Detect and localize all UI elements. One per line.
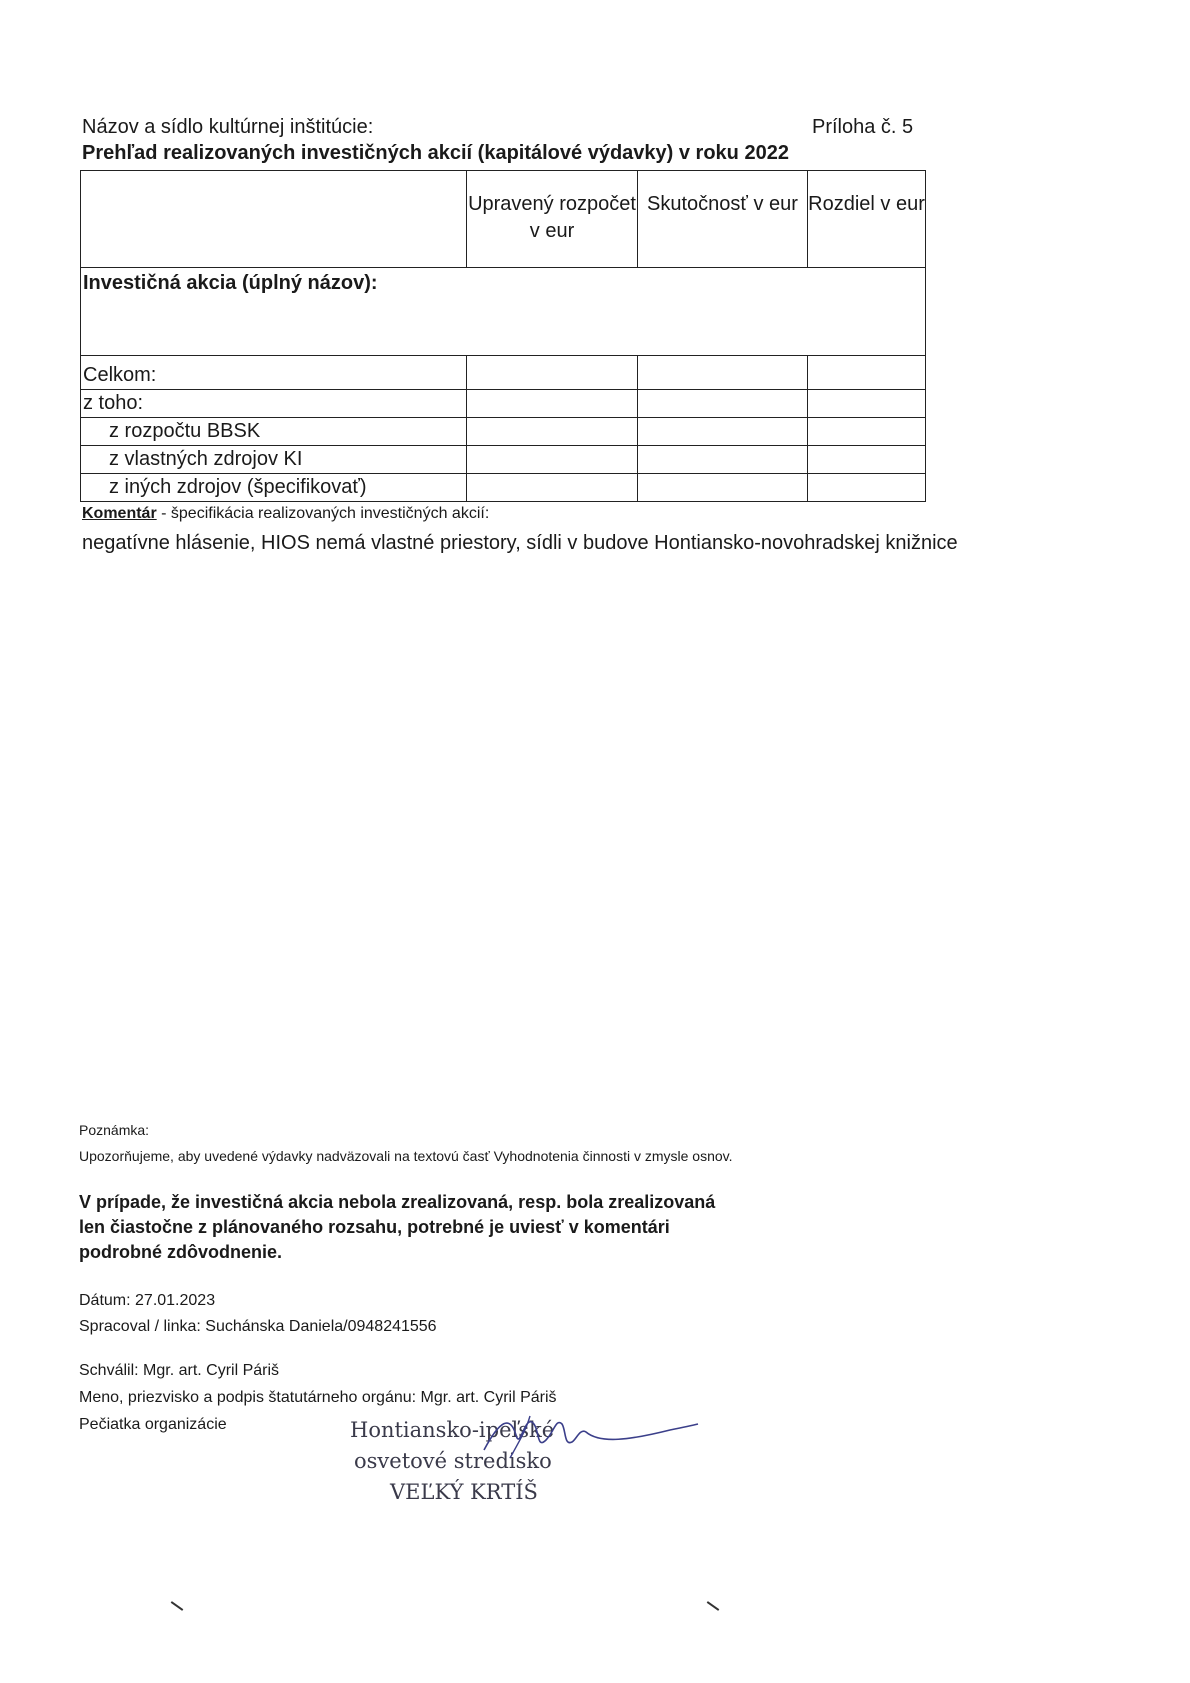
note-warning-line-2: len čiastočne z plánovaného rozsahu, potrebné je uviesť v komentári <box>79 1217 670 1237</box>
signatory-line: Meno, priezvisko a podpis štatutárneho orgánu: Mgr. art. Cyril Páriš <box>79 1389 557 1406</box>
row-label-own-sources: z vlastných zdrojov KI <box>81 446 467 474</box>
stamp-label: Pečiatka organizácie <box>79 1416 227 1433</box>
note-warning-line-1: V prípade, že investičná akcia nebola zrealizovaná, resp. bola zrealizovaná <box>79 1192 716 1212</box>
comment-text: negatívne hlásenie, HIOS nemá vlastné priestory, sídli v budove Hontiansko-novohradskej knižnice <box>82 532 958 554</box>
row-label-bbsk: z rozpočtu BBSK <box>81 418 467 446</box>
comment-heading <box>82 505 489 523</box>
cell-actual-other <box>638 474 808 502</box>
signature-image <box>480 1410 700 1470</box>
investment-table <box>80 170 926 502</box>
cell-diff-own <box>808 446 926 474</box>
cell-diff-of-which <box>808 390 926 418</box>
scan-mark <box>707 1601 720 1611</box>
cell-actual-own <box>638 446 808 474</box>
table-row <box>81 474 926 502</box>
scan-mark <box>171 1601 184 1611</box>
col-budget-header: Upravený rozpočet v eur <box>467 171 638 268</box>
cell-budget-total <box>467 356 638 390</box>
table-row <box>81 390 926 418</box>
date-line: Dátum: 27.01.2023 <box>79 1292 216 1309</box>
cell-diff-total <box>808 356 926 390</box>
approved-by-line: Schválil: Mgr. art. Cyril Páriš <box>79 1362 280 1379</box>
cell-actual-total <box>638 356 808 390</box>
row-label-total: Celkom: <box>81 356 467 390</box>
cell-budget-of-which <box>467 390 638 418</box>
col-actual-header: Skutočnosť v eur <box>638 171 808 268</box>
row-label-of-which: z toho: <box>81 390 467 418</box>
col-diff-header: Rozdiel v eur <box>808 171 926 268</box>
cell-diff-bbsk <box>808 418 926 446</box>
stamp-line-1: Hontiansko-ipeľské <box>350 1418 555 1442</box>
cell-budget-own <box>467 446 638 474</box>
note-text: Upozorňujeme, aby uvedené výdavky nadväzovali na textovú časť Vyhodnotenia činnosti v zmysle osnov. <box>79 1148 733 1164</box>
cell-budget-bbsk <box>467 418 638 446</box>
note-warning-line-3: podrobné zdôvodnenie. <box>79 1242 282 1262</box>
action-row <box>81 268 926 356</box>
table-row <box>81 356 926 390</box>
page-title: Prehľad realizovaných investičných akcií (kapitálové výdavky) v roku 2022 <box>82 142 789 164</box>
stamp-line-3: VEĽKÝ KRTÍŠ <box>390 1480 538 1504</box>
table-row <box>81 418 926 446</box>
prepared-by-line: Spracoval / linka: Suchánska Daniela/0948241556 <box>79 1318 437 1335</box>
action-name-label: Investičná akcia (úplný názov): <box>81 268 926 356</box>
cell-actual-of-which <box>638 390 808 418</box>
stamp-line-2: osvetové stredisko <box>354 1449 552 1473</box>
institution-label: Názov a sídlo kultúrnej inštitúcie: <box>82 116 374 138</box>
comment-label: Komentár <box>82 505 157 522</box>
cell-diff-other <box>808 474 926 502</box>
note-label: Poznámka: <box>79 1122 150 1138</box>
annex-label: Príloha č. 5 <box>812 116 914 138</box>
cell-budget-other <box>467 474 638 502</box>
table-header-row <box>81 171 926 268</box>
table-header-empty <box>81 171 467 268</box>
cell-actual-bbsk <box>638 418 808 446</box>
comment-label-rest: - špecifikácia realizovaných investičných akcií: <box>156 505 490 522</box>
row-label-other-sources: z iných zdrojov (špecifikovať) <box>81 474 467 502</box>
table-row <box>81 446 926 474</box>
